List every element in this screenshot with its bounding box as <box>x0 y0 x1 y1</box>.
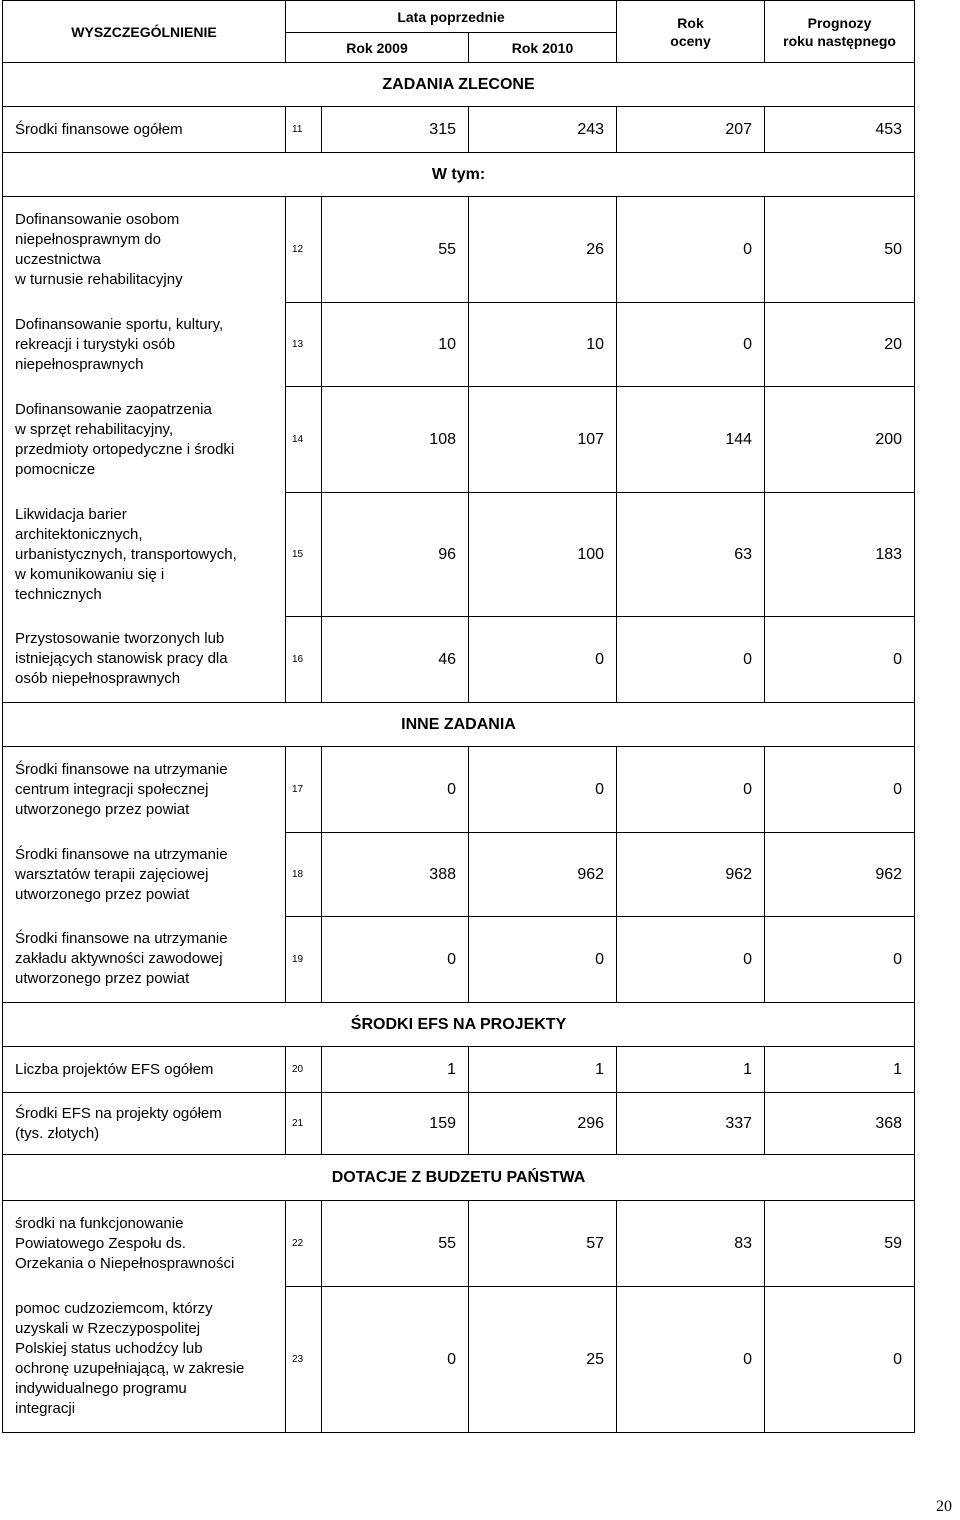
row-value-2009: 10 <box>322 303 469 387</box>
row-value-prognoza: 183 <box>765 493 915 617</box>
row-value-prognoza: 50 <box>765 197 915 303</box>
row-value-rok-oceny: 962 <box>617 833 765 917</box>
row-label: Środki EFS na projekty ogółem (tys. złotych) <box>3 1093 286 1155</box>
row-lp: 22 <box>286 1201 322 1287</box>
row-value-2009: 159 <box>322 1093 469 1155</box>
row-value-2010: 26 <box>469 197 617 303</box>
header-previous-years: Lata poprzednie <box>286 1 617 33</box>
row-value-prognoza: 0 <box>765 917 915 1003</box>
data-table <box>2 0 915 1433</box>
row-value-2010: 243 <box>469 107 617 153</box>
row-label: Przystosowanie tworzonych lub istniejących stanowisk pracy dla osób niepełnosprawnych <box>3 617 286 703</box>
header-year-2009: Rok 2009 <box>286 33 469 63</box>
row-value-prognoza: 368 <box>765 1093 915 1155</box>
row-label: Liczba projektów EFS ogółem <box>3 1047 286 1093</box>
row-lp: 17 <box>286 747 322 833</box>
table-row <box>3 833 915 917</box>
row-value-2010: 100 <box>469 493 617 617</box>
row-value-2009: 55 <box>322 1201 469 1287</box>
row-value-prognoza: 20 <box>765 303 915 387</box>
row-lp: 15 <box>286 493 322 617</box>
row-lp: 14 <box>286 387 322 493</box>
row-value-rok-oceny: 1 <box>617 1047 765 1093</box>
table-row <box>3 1093 915 1155</box>
row-value-prognoza: 1 <box>765 1047 915 1093</box>
header-rok-line1: Rok <box>677 14 704 31</box>
row-value-rok-oceny: 0 <box>617 197 765 303</box>
row-lp: 21 <box>286 1093 322 1155</box>
row-lp: 16 <box>286 617 322 703</box>
section-inne-zadania: INNE ZADANIA <box>3 703 915 747</box>
row-value-prognoza: 59 <box>765 1201 915 1287</box>
row-value-2009: 0 <box>322 917 469 1003</box>
header-rok-oceny <box>617 1 765 63</box>
section-efs: ŚRODKI EFS NA PROJEKTY <box>3 1003 915 1047</box>
row-label: Środki finansowe na utrzymanie centrum integracji społecznej utworzonego przez powiat <box>3 747 286 833</box>
row-value-rok-oceny: 0 <box>617 303 765 387</box>
row-value-prognoza: 0 <box>765 1287 915 1433</box>
row-value-2010: 25 <box>469 1287 617 1433</box>
table-row <box>3 387 915 493</box>
row-value-prognoza: 453 <box>765 107 915 153</box>
row-label: Dofinansowanie osobom niepełnosprawnym do uczestnictwa w turnusie rehabilitacyjny <box>3 197 286 303</box>
row-value-rok-oceny: 207 <box>617 107 765 153</box>
row-value-2010: 1 <box>469 1047 617 1093</box>
row-label: Dofinansowanie zaopatrzenia w sprzęt rehabilitacyjny, przedmioty ortopedyczne i środki pomocnicze <box>3 387 286 493</box>
row-value-2009: 1 <box>322 1047 469 1093</box>
row-label: Dofinansowanie sportu, kultury, rekreacji i turystyki osób niepełnosprawnych <box>3 303 286 387</box>
row-value-2009: 315 <box>322 107 469 153</box>
row-value-rok-oceny: 0 <box>617 917 765 1003</box>
header-prog-line2: roku następnego <box>783 32 896 49</box>
row-value-2009: 55 <box>322 197 469 303</box>
row-value-prognoza: 962 <box>765 833 915 917</box>
header-description: WYSZCZEGÓLNIENIE <box>3 1 286 63</box>
section-zadania-zlecone: ZADANIA ZLECONE <box>3 63 915 107</box>
row-value-rok-oceny: 144 <box>617 387 765 493</box>
table-row <box>3 1201 915 1287</box>
row-value-rok-oceny: 0 <box>617 747 765 833</box>
row-value-2010: 107 <box>469 387 617 493</box>
row-value-2009: 388 <box>322 833 469 917</box>
header-year-2010: Rok 2010 <box>469 33 617 63</box>
row-value-2010: 57 <box>469 1201 617 1287</box>
table-row <box>3 917 915 1003</box>
table-row <box>3 303 915 387</box>
table-row <box>3 493 915 617</box>
row-label: środki na funkcjonowanie Powiatowego Zespołu ds. Orzekania o Niepełnosprawności <box>3 1201 286 1287</box>
row-value-2010: 962 <box>469 833 617 917</box>
row-lp: 19 <box>286 917 322 1003</box>
table-row <box>3 1047 915 1093</box>
table-row <box>3 107 915 153</box>
row-value-2009: 0 <box>322 1287 469 1433</box>
row-lp: 12 <box>286 197 322 303</box>
table-row <box>3 747 915 833</box>
row-value-rok-oceny: 0 <box>617 617 765 703</box>
row-value-2009: 108 <box>322 387 469 493</box>
row-label: pomoc cudzoziemcom, którzy uzyskali w Rzeczypospolitej Polskiej status uchodźcy lub ochronę uzupełniającą, w zakresie indywidualnego programu integracji <box>3 1287 286 1433</box>
row-value-rok-oceny: 0 <box>617 1287 765 1433</box>
row-value-2010: 10 <box>469 303 617 387</box>
table-row <box>3 617 915 703</box>
row-label: Likwidacja barier architektonicznych, urbanistycznych, transportowych, w komunikowaniu się i technicznych <box>3 493 286 617</box>
row-value-rok-oceny: 63 <box>617 493 765 617</box>
row-label: Środki finansowe na utrzymanie warsztatów terapii zajęciowej utworzonego przez powiat <box>3 833 286 917</box>
header-prognozy <box>765 1 915 63</box>
row-value-prognoza: 0 <box>765 747 915 833</box>
row-value-2010: 0 <box>469 747 617 833</box>
row-value-2010: 296 <box>469 1093 617 1155</box>
row-lp: 20 <box>286 1047 322 1093</box>
header-prog-line1: Prognozy <box>807 14 872 31</box>
row-value-rok-oceny: 337 <box>617 1093 765 1155</box>
row-value-prognoza: 200 <box>765 387 915 493</box>
row-lp: 11 <box>286 107 322 153</box>
table-row <box>3 1287 915 1433</box>
row-lp: 18 <box>286 833 322 917</box>
row-label: Środki finansowe ogółem <box>3 107 286 153</box>
section-w-tym: W tym: <box>3 153 915 197</box>
row-lp: 23 <box>286 1287 322 1433</box>
row-value-rok-oceny: 83 <box>617 1201 765 1287</box>
row-value-2009: 46 <box>322 617 469 703</box>
row-value-prognoza: 0 <box>765 617 915 703</box>
row-label: Środki finansowe na utrzymanie zakładu aktywności zawodowej utworzonego przez powiat <box>3 917 286 1003</box>
row-value-2010: 0 <box>469 917 617 1003</box>
row-lp: 13 <box>286 303 322 387</box>
header-rok-line2: oceny <box>670 32 711 49</box>
table-row <box>3 197 915 303</box>
page-number: 20 <box>936 1498 952 1515</box>
row-value-2010: 0 <box>469 617 617 703</box>
row-value-2009: 0 <box>322 747 469 833</box>
row-value-2009: 96 <box>322 493 469 617</box>
section-dotacje: DOTACJE Z BUDZETU PAŃSTWA <box>3 1155 915 1201</box>
